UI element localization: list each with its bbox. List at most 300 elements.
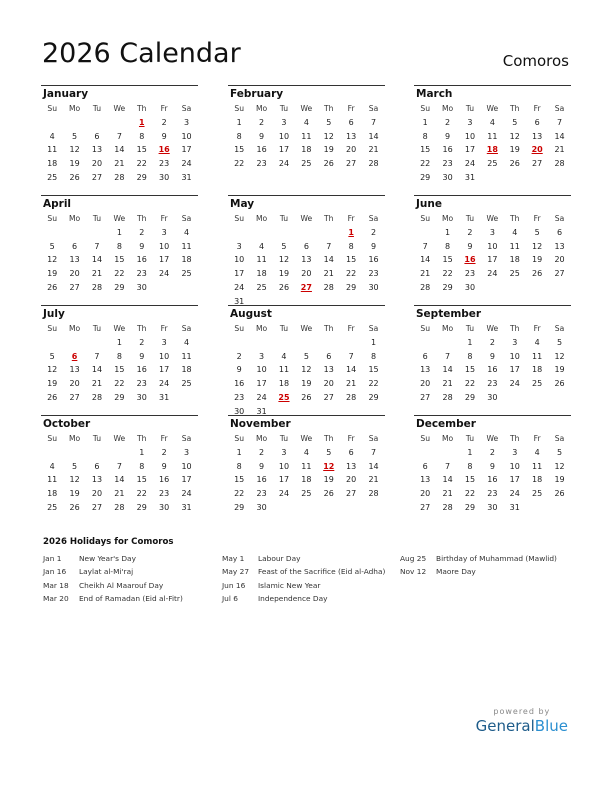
empty-cell: [362, 501, 384, 515]
day-cell: 9: [161, 131, 167, 141]
day-cell: 20: [420, 379, 431, 389]
day-cell: 19: [532, 255, 543, 265]
day-cell: 21: [114, 489, 125, 499]
day-cell: 25: [301, 489, 312, 499]
empty-cell: [548, 391, 570, 405]
weekday-label: Su: [47, 214, 58, 223]
day-cell: 1: [116, 227, 122, 237]
weekday-label: Tu: [92, 104, 102, 113]
month-february: [228, 85, 385, 169]
weekday-label: Fr: [160, 214, 168, 223]
empty-cell: [86, 116, 108, 130]
day-cell: 14: [114, 145, 125, 155]
day-cell: 2: [236, 351, 242, 361]
empty-cell: [340, 501, 362, 515]
day-cell: 5: [512, 117, 518, 127]
day-cell: 29: [136, 502, 147, 512]
day-cell: 29: [346, 282, 357, 292]
day-cell: 5: [49, 241, 55, 251]
day-cell: 14: [346, 365, 357, 375]
weekday-label: Fr: [533, 324, 541, 333]
day-cell: 28: [368, 159, 379, 169]
month-name: April: [43, 198, 72, 210]
day-cell: 7: [445, 461, 451, 471]
empty-cell: [63, 226, 85, 240]
weekday-label: Fr: [160, 104, 168, 113]
day-cell: 11: [509, 241, 520, 251]
day-cell: 2: [445, 117, 451, 127]
holiday-item-name: Laylat al-Mi'raj: [79, 567, 134, 577]
day-cell: 9: [445, 131, 451, 141]
empty-cell: [318, 501, 340, 515]
day-cell: 16: [136, 365, 147, 375]
day-cell: 15: [136, 145, 147, 155]
day-cell: 21: [554, 145, 565, 155]
empty-cell: [175, 281, 197, 295]
weekday-label: We: [300, 434, 313, 443]
day-cell: 14: [91, 365, 103, 375]
holiday-item-name: Cheikh Al Maarouf Day: [79, 580, 164, 590]
holiday-date: 1: [348, 227, 354, 237]
day-cell: 7: [94, 351, 100, 361]
day-cell: 12: [278, 255, 290, 265]
day-cell: 10: [278, 131, 290, 141]
day-cell: 31: [159, 392, 170, 402]
day-cell: 9: [139, 241, 145, 251]
day-cell: 13: [420, 475, 431, 485]
empty-cell: [295, 405, 317, 419]
month-august: [228, 305, 385, 416]
empty-cell: [436, 336, 458, 350]
day-cell: 5: [556, 337, 563, 347]
weekday-label: Tu: [92, 324, 102, 333]
holiday-column: [43, 552, 219, 606]
day-cell: 9: [161, 461, 167, 471]
empty-cell: [414, 336, 436, 350]
day-cell: 31: [509, 502, 520, 512]
day-cell: 4: [183, 337, 190, 347]
day-cell: 1: [236, 447, 242, 457]
weekday-label: Fr: [533, 214, 541, 223]
day-cell: 7: [445, 351, 451, 361]
weekday-label: Su: [234, 214, 245, 223]
day-cell: 21: [368, 145, 379, 155]
day-cell: 29: [420, 172, 431, 182]
day-cell: 28: [442, 392, 453, 402]
day-cell: 23: [136, 379, 147, 389]
day-cell: 29: [114, 282, 125, 292]
day-cell: 17: [234, 269, 245, 279]
day-cell: 17: [487, 255, 498, 265]
empty-cell: [548, 171, 570, 185]
holiday-item-name: Maore Day: [436, 567, 476, 577]
day-cell: 10: [487, 241, 498, 251]
weekday-label: Mo: [68, 104, 81, 113]
day-cell: 6: [94, 131, 100, 141]
holiday-item-name: End of Ramadan (Eid al-Fitr): [79, 594, 183, 604]
holiday-item-name: New Year's Day: [79, 554, 136, 563]
day-cell: 20: [554, 255, 565, 265]
day-cell: 11: [278, 365, 290, 375]
weekday-label: Sa: [368, 324, 379, 333]
month-name: December: [416, 418, 476, 430]
empty-cell: [504, 281, 526, 295]
day-cell: 24: [256, 392, 267, 402]
holiday-item-date: Mar 20: [43, 594, 69, 604]
day-cell: 7: [370, 447, 377, 457]
empty-cell: [295, 336, 317, 350]
day-cell: 1: [467, 447, 473, 457]
empty-cell: [63, 336, 85, 350]
day-cell: 12: [47, 255, 58, 265]
weekday-label: Tu: [92, 434, 102, 443]
day-cell: 18: [256, 269, 267, 279]
weekday-label: Tu: [465, 434, 475, 443]
day-cell: 11: [532, 351, 543, 361]
day-cell: 24: [464, 159, 476, 169]
day-cell: 22: [136, 489, 147, 499]
weekday-label: Mo: [441, 324, 454, 333]
day-cell: 19: [47, 379, 58, 389]
day-cell: 12: [554, 351, 565, 361]
empty-cell: [526, 391, 548, 405]
weekday-label: Su: [420, 324, 431, 333]
empty-cell: [481, 281, 503, 295]
weekday-label: We: [486, 214, 499, 223]
day-cell: 28: [420, 282, 431, 292]
day-cell: 27: [91, 502, 103, 512]
holiday-date: 12: [323, 461, 335, 471]
empty-cell: [318, 405, 340, 419]
day-cell: 22: [346, 269, 357, 279]
weekday-label: Tu: [279, 324, 289, 333]
day-cell: 16: [256, 145, 267, 155]
empty-cell: [86, 336, 108, 350]
empty-cell: [41, 446, 63, 460]
day-cell: 19: [301, 379, 312, 389]
day-cell: 11: [256, 255, 267, 265]
day-cell: 28: [91, 392, 103, 402]
day-cell: 18: [47, 489, 58, 499]
day-cell: 27: [69, 392, 80, 402]
day-cell: 12: [69, 145, 80, 155]
day-cell: 9: [489, 461, 495, 471]
day-cell: 7: [370, 117, 377, 127]
day-cell: 29: [464, 502, 476, 512]
brand-name: GeneralBlue: [475, 717, 568, 735]
day-cell: 10: [509, 461, 520, 471]
day-cell: 3: [183, 117, 190, 127]
day-cell: 27: [420, 392, 431, 402]
day-cell: 14: [420, 255, 431, 265]
day-cell: 19: [509, 145, 520, 155]
empty-cell: [414, 226, 436, 240]
day-cell: 11: [47, 475, 58, 485]
day-cell: 23: [368, 269, 379, 279]
empty-cell: [295, 295, 317, 309]
weekday-label: Sa: [554, 434, 565, 443]
day-cell: 6: [72, 241, 78, 251]
empty-cell: [526, 501, 548, 515]
day-cell: 14: [368, 131, 379, 141]
holiday-item-name: Feast of the Sacrifice (Eid al-Adha): [258, 567, 386, 577]
day-cell: 6: [534, 117, 540, 127]
day-cell: 8: [116, 241, 122, 251]
empty-cell: [318, 336, 340, 350]
day-cell: 21: [442, 379, 453, 389]
day-cell: 28: [554, 159, 565, 169]
empty-cell: [273, 501, 295, 515]
day-cell: 27: [532, 159, 543, 169]
day-cell: 23: [234, 392, 245, 402]
day-cell: 22: [114, 379, 125, 389]
day-cell: 13: [532, 131, 543, 141]
day-cell: 17: [181, 145, 192, 155]
day-cell: 15: [136, 475, 147, 485]
day-cell: 16: [368, 255, 379, 265]
day-cell: 20: [91, 489, 103, 499]
day-cell: 30: [487, 392, 498, 402]
day-cell: 19: [554, 475, 565, 485]
day-cell: 24: [278, 489, 290, 499]
day-cell: 8: [467, 461, 473, 471]
day-cell: 16: [256, 475, 267, 485]
empty-cell: [548, 281, 570, 295]
empty-cell: [273, 336, 295, 350]
day-cell: 3: [161, 337, 167, 347]
day-cell: 7: [422, 241, 428, 251]
weekday-label: Mo: [255, 104, 268, 113]
day-cell: 4: [281, 351, 287, 361]
day-cell: 29: [464, 392, 476, 402]
day-cell: 14: [91, 255, 103, 265]
day-cell: 10: [234, 255, 245, 265]
empty-cell: [340, 405, 362, 419]
day-cell: 21: [323, 269, 334, 279]
day-cell: 18: [181, 365, 192, 375]
day-cell: 6: [348, 447, 354, 457]
day-cell: 21: [114, 159, 125, 169]
day-cell: 5: [72, 131, 78, 141]
day-cell: 2: [489, 337, 495, 347]
weekday-label: Su: [420, 434, 431, 443]
day-cell: 9: [489, 351, 495, 361]
weekday-label: Mo: [441, 214, 454, 223]
day-cell: 6: [303, 241, 309, 251]
empty-cell: [41, 336, 63, 350]
day-cell: 30: [136, 282, 147, 292]
day-cell: 6: [422, 461, 428, 471]
day-cell: 19: [323, 475, 334, 485]
day-cell: 9: [139, 351, 145, 361]
day-cell: 17: [159, 365, 170, 375]
day-cell: 1: [370, 337, 377, 347]
day-cell: 19: [278, 269, 290, 279]
empty-cell: [63, 116, 85, 130]
day-cell: 17: [181, 475, 192, 485]
month-name: February: [230, 88, 284, 100]
day-cell: 13: [69, 365, 80, 375]
day-cell: 22: [368, 379, 379, 389]
day-cell: 26: [509, 159, 520, 169]
day-cell: 23: [487, 489, 498, 499]
holiday-column: [400, 552, 601, 579]
weekday-label: We: [486, 434, 499, 443]
weekday-label: Sa: [181, 104, 192, 113]
day-cell: 11: [47, 145, 58, 155]
holiday-item-date: Jun 16: [222, 580, 246, 590]
day-cell: 30: [487, 502, 498, 512]
day-cell: 19: [554, 365, 565, 375]
weekday-label: We: [486, 324, 499, 333]
day-cell: 25: [532, 379, 543, 389]
day-cell: 22: [464, 489, 476, 499]
day-cell: 11: [301, 461, 312, 471]
day-cell: 28: [323, 282, 334, 292]
weekday-label: Su: [234, 104, 245, 113]
empty-cell: [273, 405, 295, 419]
weekday-label: Fr: [533, 104, 541, 113]
weekday-label: Fr: [347, 434, 355, 443]
weekday-label: Mo: [255, 214, 268, 223]
day-cell: 20: [69, 269, 80, 279]
empty-cell: [108, 116, 130, 130]
weekday-label: Th: [137, 434, 147, 443]
day-cell: 29: [442, 282, 453, 292]
holiday-date: 16: [158, 145, 170, 155]
day-cell: 4: [489, 117, 495, 127]
day-cell: 6: [94, 461, 100, 471]
day-cell: 19: [323, 145, 334, 155]
empty-cell: [153, 281, 175, 295]
weekday-label: Sa: [181, 214, 192, 223]
day-cell: 16: [442, 145, 453, 155]
holiday-date: 20: [531, 145, 543, 155]
weekday-label: Tu: [279, 214, 289, 223]
day-cell: 5: [326, 117, 332, 127]
day-cell: 18: [301, 475, 312, 485]
day-cell: 7: [94, 241, 100, 251]
month-june: [414, 195, 571, 292]
day-cell: 2: [467, 227, 473, 237]
day-cell: 22: [420, 159, 431, 169]
empty-cell: [414, 446, 436, 460]
day-cell: 21: [91, 269, 103, 279]
day-cell: 26: [278, 282, 290, 292]
weekday-label: Mo: [255, 434, 268, 443]
day-cell: 13: [91, 475, 103, 485]
holiday-item: [222, 565, 428, 578]
day-cell: 27: [323, 392, 334, 402]
day-cell: 30: [136, 392, 147, 402]
day-cell: 30: [159, 502, 170, 512]
weekday-label: We: [113, 324, 126, 333]
day-cell: 24: [159, 379, 170, 389]
day-cell: 16: [234, 379, 245, 389]
month-october: [41, 415, 198, 512]
month-name: November: [230, 418, 291, 430]
day-cell: 24: [509, 489, 520, 499]
country-name: Comoros: [502, 52, 569, 70]
empty-cell: [526, 281, 548, 295]
day-cell: 31: [181, 502, 192, 512]
day-cell: 24: [278, 159, 290, 169]
day-cell: 21: [420, 269, 431, 279]
day-cell: 29: [368, 392, 379, 402]
empty-cell: [86, 226, 108, 240]
empty-cell: [318, 226, 340, 240]
weekday-label: We: [300, 324, 313, 333]
day-cell: 3: [281, 117, 287, 127]
day-cell: 4: [259, 241, 265, 251]
day-cell: 8: [116, 351, 122, 361]
day-cell: 20: [323, 379, 334, 389]
weekday-label: Sa: [554, 214, 565, 223]
day-cell: 28: [368, 489, 379, 499]
day-cell: 6: [326, 351, 332, 361]
weekday-label: Sa: [554, 324, 565, 333]
month-march: [414, 85, 571, 182]
day-cell: 31: [181, 172, 192, 182]
holiday-date: 18: [486, 145, 498, 155]
weekday-label: Tu: [465, 214, 475, 223]
day-cell: 20: [346, 475, 357, 485]
weekday-label: Mo: [68, 214, 81, 223]
day-cell: 14: [554, 131, 565, 141]
day-cell: 2: [259, 117, 265, 127]
weekday-label: Su: [420, 104, 431, 113]
weekday-label: Sa: [181, 324, 192, 333]
day-cell: 11: [181, 351, 192, 361]
day-cell: 30: [368, 282, 379, 292]
holiday-item: [43, 565, 219, 578]
holiday-date: 16: [464, 255, 476, 265]
weekday-label: Th: [510, 324, 520, 333]
day-cell: 24: [487, 269, 498, 279]
day-cell: 21: [91, 379, 103, 389]
powered-by-label: powered by: [493, 707, 551, 716]
empty-cell: [295, 501, 317, 515]
day-cell: 4: [303, 447, 309, 457]
empty-cell: [86, 446, 108, 460]
day-cell: 6: [422, 351, 428, 361]
day-cell: 23: [464, 269, 476, 279]
day-cell: 9: [370, 241, 377, 251]
day-cell: 13: [69, 255, 80, 265]
holiday-date: 27: [300, 282, 312, 292]
day-cell: 26: [554, 379, 565, 389]
day-cell: 2: [259, 447, 265, 457]
weekday-label: We: [113, 104, 126, 113]
empty-cell: [362, 405, 384, 419]
day-cell: 3: [512, 337, 518, 347]
day-cell: 15: [368, 365, 379, 375]
day-cell: 21: [368, 475, 379, 485]
day-cell: 26: [323, 489, 334, 499]
day-cell: 20: [91, 159, 103, 169]
weekday-label: Sa: [554, 104, 565, 113]
day-cell: 25: [181, 379, 192, 389]
day-cell: 22: [234, 159, 245, 169]
day-cell: 15: [442, 255, 453, 265]
day-cell: 25: [256, 282, 267, 292]
day-cell: 10: [256, 365, 267, 375]
day-cell: 4: [534, 447, 540, 457]
day-cell: 3: [161, 227, 167, 237]
day-cell: 29: [136, 172, 147, 182]
day-cell: 14: [442, 365, 453, 375]
month-may: [228, 195, 385, 306]
